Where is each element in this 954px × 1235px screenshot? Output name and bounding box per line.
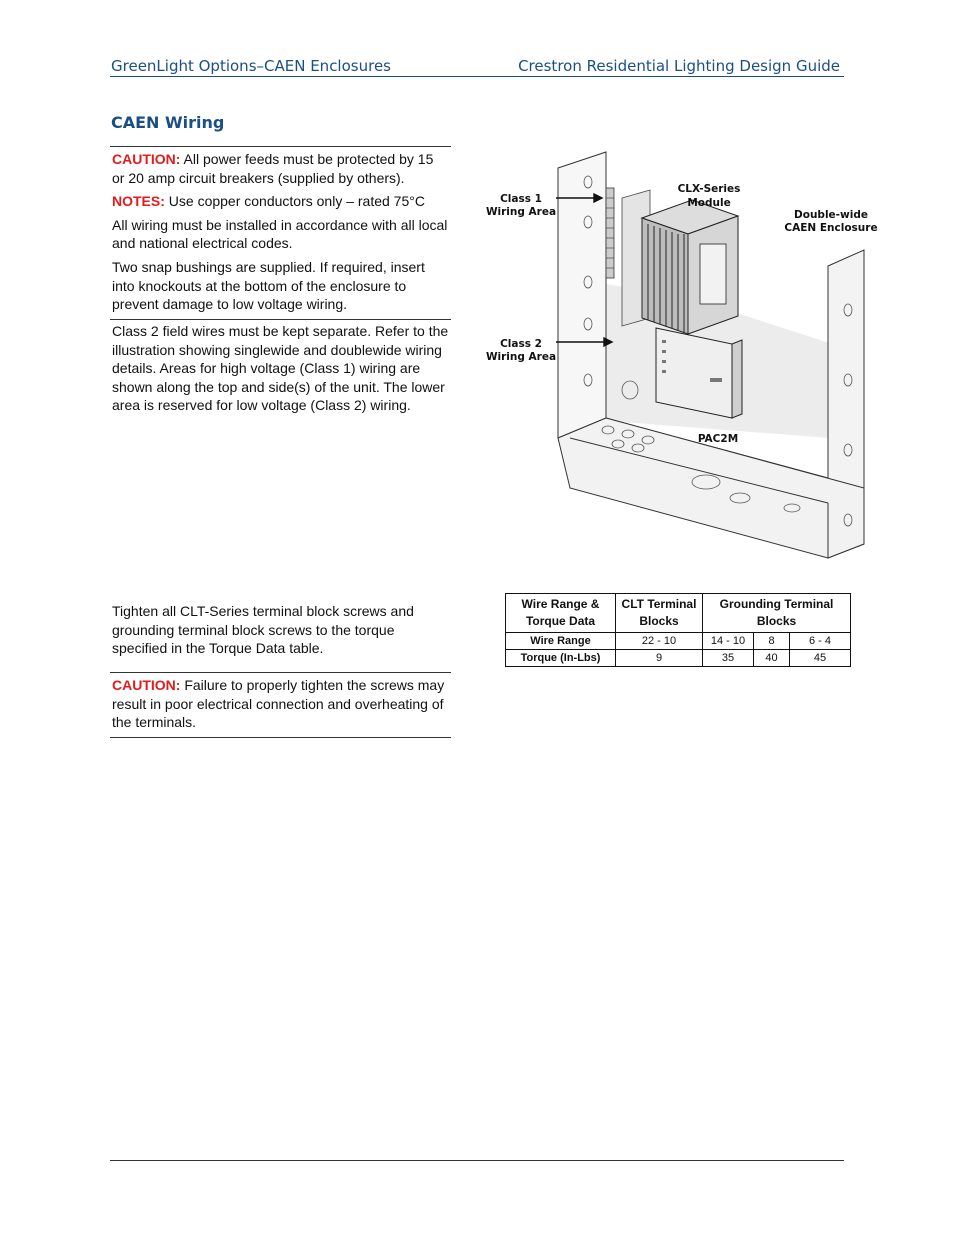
- class2-paragraph: [110, 322, 451, 420]
- divider: [110, 319, 451, 320]
- notes-label: NOTES:: [112, 193, 165, 210]
- snap-bushing-text: Two snap bushings are supplied. If required, insert into knockouts at the bottom of the enclosure to prevent damage to low voltage wiring.: [112, 258, 425, 313]
- divider: [110, 672, 451, 673]
- clx-label-line2: Module: [687, 197, 731, 209]
- clx-module: [642, 200, 738, 334]
- table-header-row: [506, 594, 851, 633]
- tighten-paragraph: [110, 602, 451, 663]
- page-header: [110, 55, 844, 77]
- cell-ground-1: 35: [703, 650, 754, 667]
- header-right: Crestron Residential Lighting Design Guide: [518, 57, 840, 75]
- header-clt-blocks: CLT Terminal Blocks: [616, 594, 703, 633]
- caution-note: [110, 150, 451, 187]
- enclosure-label-line2: CAEN Enclosure: [784, 222, 878, 234]
- cell-clt: 22 - 10: [616, 633, 703, 650]
- cell-ground-1: 14 - 10: [703, 633, 754, 650]
- caution-label-2: CAUTION:: [112, 677, 181, 693]
- class2-label-line2: Wiring Area: [485, 351, 557, 363]
- torque-data-table: [505, 593, 851, 667]
- enclosure-label-line1: Double-wide: [794, 209, 868, 221]
- caution-label: CAUTION:: [112, 151, 181, 167]
- header-left: GreenLight Options–CAEN Enclosures: [111, 57, 391, 75]
- caution-text-2: Failure to properly tighten the screws may result in poor electrical connection and overheating of the terminals.: [112, 677, 445, 731]
- footer-rule: [110, 1160, 844, 1161]
- cell-clt: 9: [616, 650, 703, 667]
- cell-ground-3: 6 - 4: [790, 633, 851, 650]
- class2-label-line1: Class 2: [500, 338, 542, 350]
- clx-label-line1: CLX-Series: [677, 183, 741, 195]
- section-title: CAEN Wiring: [111, 113, 225, 132]
- divider: [110, 146, 451, 147]
- cell-ground-2: 8: [754, 633, 790, 650]
- cell-ground-2: 40: [754, 650, 790, 667]
- row-label: Torque (In-Lbs): [506, 650, 616, 667]
- divider: [110, 737, 451, 738]
- class2-text: Class 2 field wires must be kept separate. Refer to the illustration showing singlewide and doublewide wiring details. Areas for high voltage (Class 1) wiring are shown along the top and side(s) of the unit. The lower area is reserved for low voltage (Class 2) wiring.: [112, 323, 449, 414]
- class1-label-line2: Wiring Area: [485, 206, 557, 218]
- header-grounding-blocks: Grounding Terminal Blocks: [703, 594, 851, 633]
- caution-text: All power feeds must be protected by 15 or 20 amp circuit breakers (supplied by others).: [112, 151, 434, 186]
- terminal-strip: [606, 188, 614, 278]
- caution-box: [110, 146, 451, 320]
- pac2m-label: PAC2M: [697, 433, 739, 445]
- enclosure-diagram: [480, 148, 882, 574]
- notes-note: [110, 192, 451, 211]
- header-wire-range-torque: Wire Range & Torque Data: [506, 594, 616, 633]
- tighten-text: Tighten all CLT-Series terminal block screws and grounding terminal block screws to the torque specified in the Torque Data table.: [112, 603, 414, 657]
- notes-text: Use copper conductors only – rated 75°C: [164, 193, 425, 210]
- row-label: Wire Range: [506, 633, 616, 650]
- table-row: [506, 650, 851, 667]
- table-row: [506, 633, 851, 650]
- caution-box-2: [110, 672, 451, 738]
- wiring-code-text: All wiring must be installed in accordance with all local and national electrical codes.: [112, 216, 448, 252]
- class1-label-line1: Class 1: [500, 193, 542, 205]
- caution-note-2: [110, 676, 451, 732]
- cell-ground-3: 45: [790, 650, 851, 667]
